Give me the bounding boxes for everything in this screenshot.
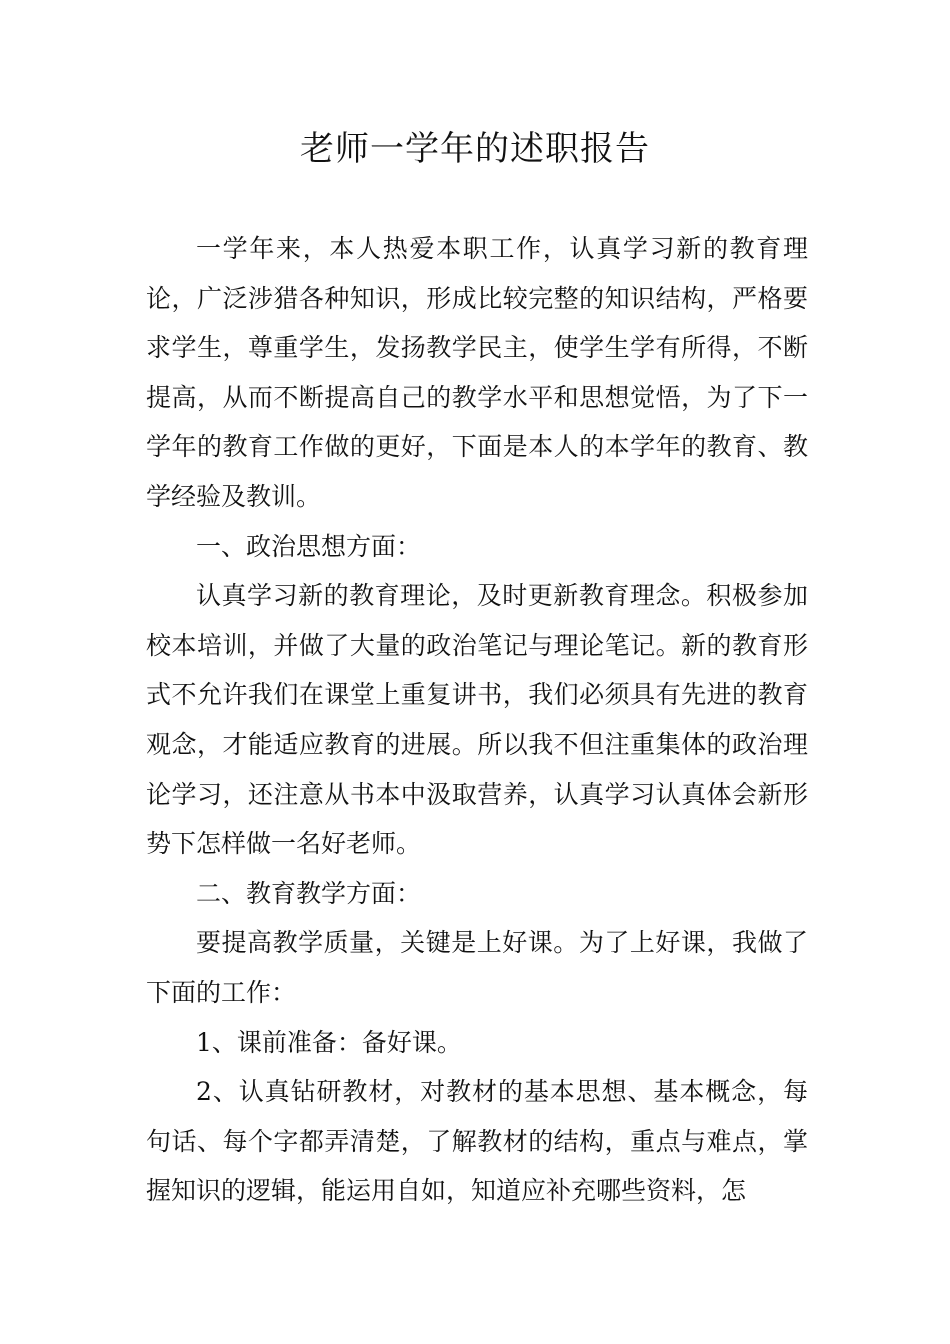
section-heading-political: 一、政治思想方面： bbox=[196, 531, 422, 561]
paragraph-intro: 一学年来，本人热爱本职工作，认真学习新的教育理论，广泛涉猎各种知识，形成比较完整的知识结构，严格要求学生，尊重学生，发扬教学民主，使学生学有所得，不断提高，从而不断提高自己的教学水平和思想觉悟，为了下一学年的教育工作做的更好，下面是本人的本学年的教育、教学经验及教训。 bbox=[146, 234, 808, 511]
paragraph-political: 认真学习新的教育理论，及时更新教育理念。积极参加校本培训，并做了大量的政治笔记与理论笔记。新的教育形式不允许我们在课堂上重复讲书，我们必须具有先进的教育观念，才能适应教育的进展。所以我不但注重集体的政治理论学习，还注意从书本中汲取营养，认真学习认真体会新形势下怎样做一名好老师。 bbox=[146, 581, 808, 859]
list-item-2: 2、认真钻研教材，对教材的基本思想、基本概念，每句话、每个字都弄清楚，了解教材的结构，重点与难点，掌握知识的逻辑，能运用自如，知道应补充哪些资料，怎 bbox=[146, 1077, 808, 1206]
section-heading-teaching: 二、教育教学方面： bbox=[196, 878, 422, 908]
paragraph-teaching: 要提高教学质量，关键是上好课。为了上好课，我做了下面的工作： bbox=[146, 928, 808, 1007]
list-item-1: 1、课前准备：备好课。 bbox=[196, 1027, 462, 1057]
document-title: 老师一学年的述职报告 bbox=[300, 129, 650, 169]
document-body bbox=[146, 224, 808, 1216]
